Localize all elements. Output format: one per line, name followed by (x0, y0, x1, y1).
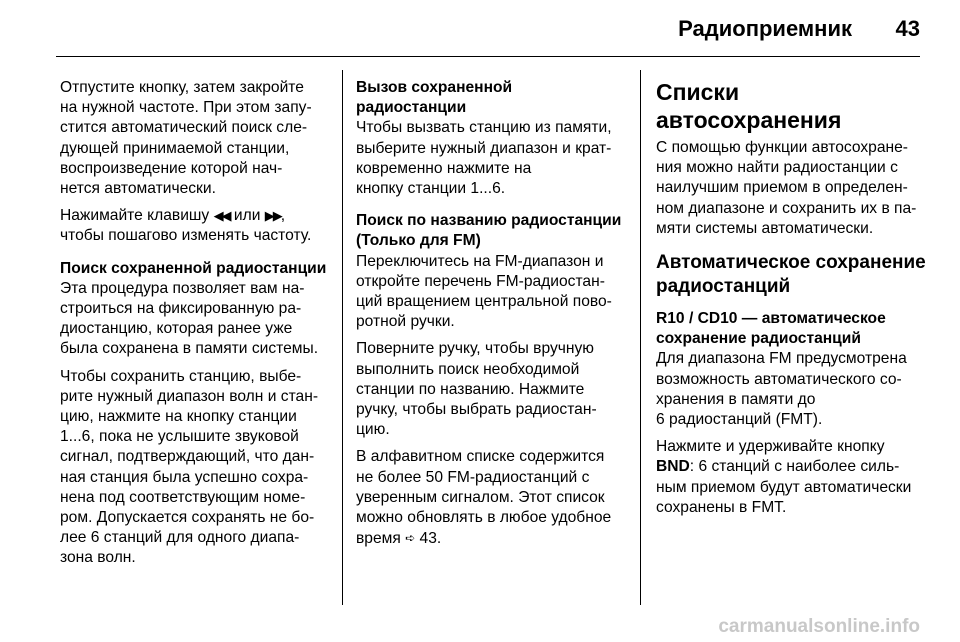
text-line: ром. Допускается сохранять не бо- (60, 509, 315, 527)
text-line: Поверните ручку, чтобы вручную (356, 340, 594, 358)
text-line: Для диапазона FM предусмотрена (656, 350, 907, 368)
text-line: зона волн. (60, 549, 136, 567)
text-line: лее 6 станций для одного диапа- (60, 529, 300, 547)
paragraph (60, 78, 335, 199)
text-line: кнопку станции 1...6. (356, 180, 506, 198)
text-line: наилучшим приемом в определен- (656, 179, 908, 197)
text-line: С помощью функции автосохране- (656, 139, 908, 156)
text-line: цию. (356, 421, 390, 439)
bnd-key-label: BND (656, 458, 690, 476)
paragraph (60, 279, 335, 360)
text-line: Переключитесь на FM-диапазон и (356, 252, 604, 270)
text-line: чтобы пошагово изменять частоту. (60, 227, 312, 245)
text-line: выберите нужный диапазон и крат- (356, 139, 612, 157)
paragraph (356, 447, 626, 549)
text-line (356, 528, 626, 549)
text-line: станции по названию. Нажмите (356, 380, 585, 398)
text-line: возможность автоматического со- (656, 370, 902, 388)
text-span: : 6 станций с наиболее силь- (689, 458, 900, 476)
section-heading (656, 309, 928, 349)
text-line: ций вращением центральной пово- (356, 293, 612, 311)
text-line: Нажмите и удерживайте кнопку (656, 438, 885, 456)
text-line: выполнить поиск необходимой (356, 360, 580, 378)
text-line: ным приемом будут автоматически (656, 478, 912, 496)
text-line: ковременно нажмите на (356, 159, 532, 177)
text-line: сохранены в FMT. (656, 498, 787, 516)
paragraph (656, 138, 928, 239)
text-line (656, 457, 928, 477)
text-line: 6 радиостанций (FMT). (656, 411, 823, 429)
subsection-heading (656, 251, 928, 299)
section-heading: Вызов сохраненной радиостанции (356, 79, 513, 117)
paragraph (656, 437, 928, 518)
text-line: Автоматическое сохранение (656, 252, 926, 274)
paragraph (356, 252, 626, 333)
paragraph (356, 118, 626, 199)
text-line: R10 / CD10 — автоматическое (656, 310, 886, 328)
text-line (60, 206, 335, 226)
column-3 (656, 78, 928, 525)
text-span: или (229, 207, 265, 225)
text-span: Нажимайте клавишу (60, 207, 214, 225)
text-line: 1...6, пока не услышите звуковой (60, 428, 299, 446)
section-heading (356, 211, 626, 251)
paragraph (60, 206, 335, 246)
column-divider-2 (640, 70, 641, 605)
header-rule (56, 56, 920, 57)
paragraph (60, 367, 335, 569)
section-heading: Поиск сохраненной радиостанции (60, 259, 327, 277)
text-line: уверенным сигналом. Этот список (356, 488, 605, 506)
cross-reference-link[interactable]: 43. (415, 530, 442, 548)
text-line: хранения в памяти до (656, 390, 816, 408)
text-line: радиостанций (656, 276, 791, 298)
column-1 (60, 78, 335, 576)
text-line: Эта процедура позволяет вам на- (60, 279, 305, 297)
text-line: ния можно найти радиостанции с (656, 159, 898, 177)
watermark: carmanualsonline.info (718, 616, 920, 637)
text-line: нена под соответствующим номе- (60, 488, 306, 506)
paragraph (356, 339, 626, 440)
text-line: В алфавитном списке содержится (356, 448, 605, 466)
text-line: ном диапазоне и сохранить их в па- (656, 199, 917, 217)
column-divider-1 (342, 70, 343, 605)
page-number: 43 (895, 16, 920, 41)
text-line: ручку, чтобы выбрать радиостан- (356, 401, 597, 419)
text-line: ротной ручки. (356, 313, 455, 331)
seek-forward-icon: ▶▶ (264, 208, 281, 224)
text-line: можно обновлять в любое удобное (356, 509, 612, 527)
chapter-heading: Списки автосохранения (656, 79, 842, 133)
paragraph (656, 349, 928, 430)
text-line: нется автоматически. (60, 180, 216, 198)
text-line: воспроизведение которой нач- (60, 159, 283, 177)
text-line: диостанцию, которая ранее уже (60, 320, 293, 338)
text-line: (Только для FM) (356, 232, 481, 250)
column-2 (356, 78, 626, 556)
text-line: строиться на фиксированную ра- (60, 300, 302, 318)
text-line: не более 50 FM-радиостанций с (356, 468, 590, 486)
text-line: откройте перечень FM-радиостан- (356, 272, 605, 290)
text-span: , (280, 207, 286, 225)
page-title: Радиоприемник (678, 16, 852, 41)
text-line: Поиск по названию радиостанции (356, 212, 622, 230)
text-span: время (356, 530, 406, 548)
text-line: сигнал, подтверждающий, что дан- (60, 448, 315, 466)
text-line: Чтобы вызвать станцию из памяти, (356, 119, 612, 137)
text-line: Отпустите кнопку, затем закройте (60, 79, 304, 96)
text-line: рите нужный диапазон волн и стан- (60, 387, 319, 405)
text-line: цию, нажмите на кнопку станции (60, 408, 297, 426)
text-line: ная станция была успешно сохра- (60, 468, 309, 486)
text-line: дующей принимаемой станции, (60, 139, 290, 157)
text-line: стится автоматический поиск сле- (60, 119, 308, 137)
text-line: мяти системы автоматически. (656, 219, 874, 237)
text-line: была сохранена в памяти системы. (60, 340, 319, 358)
cross-reference-arrow-icon: ➪ (405, 531, 416, 546)
seek-back-icon: ◀◀ (213, 208, 230, 224)
text-line: на нужной частоте. При этом запу- (60, 99, 312, 117)
text-line: Чтобы сохранить станцию, выбе- (60, 367, 302, 385)
text-line: сохранение радиостанций (656, 330, 861, 348)
page-header (0, 0, 960, 56)
